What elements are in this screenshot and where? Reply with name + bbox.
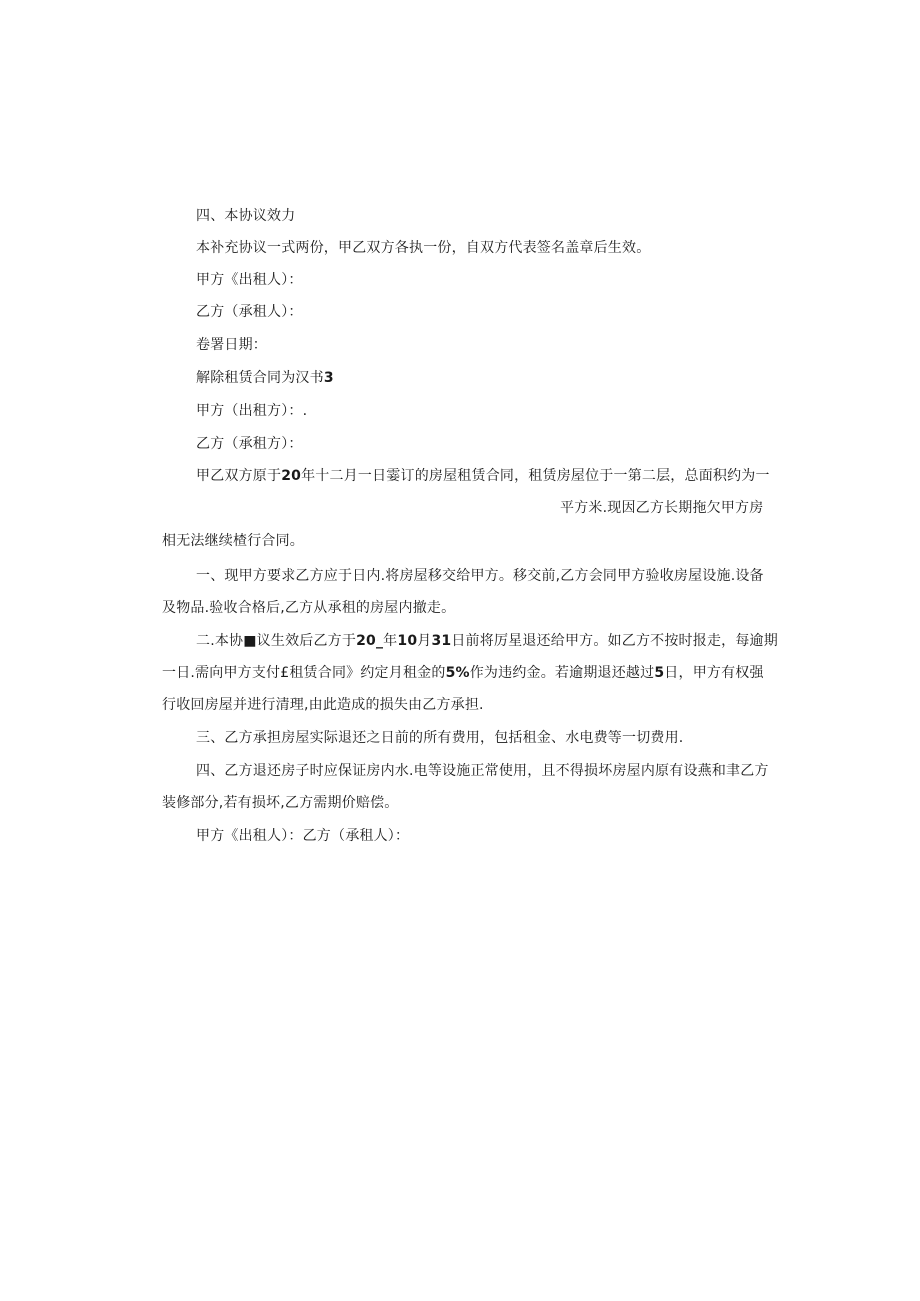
clause-2-text-c: 年	[383, 633, 398, 649]
clause-2-text-l2c: 作为违约金。若逾期退还越过	[469, 665, 655, 681]
intro-year: 20	[281, 468, 302, 484]
lessor-label: 甲方（出租方）：.	[196, 403, 308, 419]
clause-4-line-2: 装修部分,若有损坏,乙方需期价赔偿。	[162, 795, 399, 811]
intro-text-1: 甲乙双方原于	[196, 468, 282, 484]
clause-2-year: 20_	[356, 633, 384, 649]
clause-1-line-1: 一、现甲方要求乙方应于日内.将房屋移交给甲方。移交前,乙方会同甲方验收房屋设施.设备	[196, 568, 764, 584]
signing-date: 卷署日期：	[196, 337, 267, 353]
clause-2-text-e: 月	[417, 633, 432, 649]
clause-2-text-a: 二.本协■议生效后乙方于	[196, 633, 357, 649]
final-signature-line: 甲方《出租人）：乙方（承租人）：	[196, 828, 410, 844]
document-2-title	[196, 368, 334, 388]
clause-2-overdue-days: 5	[654, 665, 665, 681]
lessee-label: 乙方（承租方）：	[196, 436, 303, 452]
clause-2-text-l2e: 日，甲方有权强	[664, 665, 764, 681]
clause-2-line-3: 行收回房屋并进行清理,由此造成的损失由乙方承担.	[162, 697, 484, 713]
intro-line-2: 平方米.现因乙方长期拖欠甲方房	[560, 500, 764, 516]
section-4-text: 本补充协议一式两份，甲乙双方各执一份，自双方代表签名盖章后生效。	[196, 240, 651, 256]
clause-3: 三、乙方承担房屋实际退还之日前的所有费用，包括租金、水电费等一切费用.	[196, 730, 684, 746]
clause-2-month: 10	[397, 633, 418, 649]
clause-2-day: 31	[431, 633, 452, 649]
intro-line-3: 相无法继续楂行合同。	[162, 533, 304, 549]
clause-2-line-1	[196, 631, 778, 651]
intro-line-1	[196, 466, 770, 486]
clause-2-line-2	[162, 663, 764, 683]
clause-2-text-l2a: 一日.需向甲方支付£租赁合同》约定月租金的	[162, 665, 446, 681]
intro-text-2: 年十二月一日霎订的房屋租赁合同，租赁房屋位于一第二层，总面积约为一	[301, 468, 770, 484]
section-4-title: 四、本协议效力	[196, 208, 296, 224]
signature-party-a: 甲方《出租人）：	[196, 272, 303, 288]
document-2-title-text: 解除租赁合同为汉书	[196, 370, 324, 386]
document-2-title-number: 3	[323, 370, 334, 386]
signature-party-b: 乙方（承租人）：	[196, 304, 303, 320]
clause-4-line-1: 四、乙方退还房子时应保证房内水.电等设施正常使用，且不得损坏房屋内原有设燕和聿乙方	[196, 763, 769, 779]
clause-1-line-2: 及物品.验收合格后,乙方从承租的房屋内撤走。	[162, 600, 456, 616]
clause-2-text-g: 日前将厉星退还给甲方。如乙方不按时报走，每逾期	[451, 633, 778, 649]
clause-2-penalty-rate: 5%	[445, 665, 470, 681]
